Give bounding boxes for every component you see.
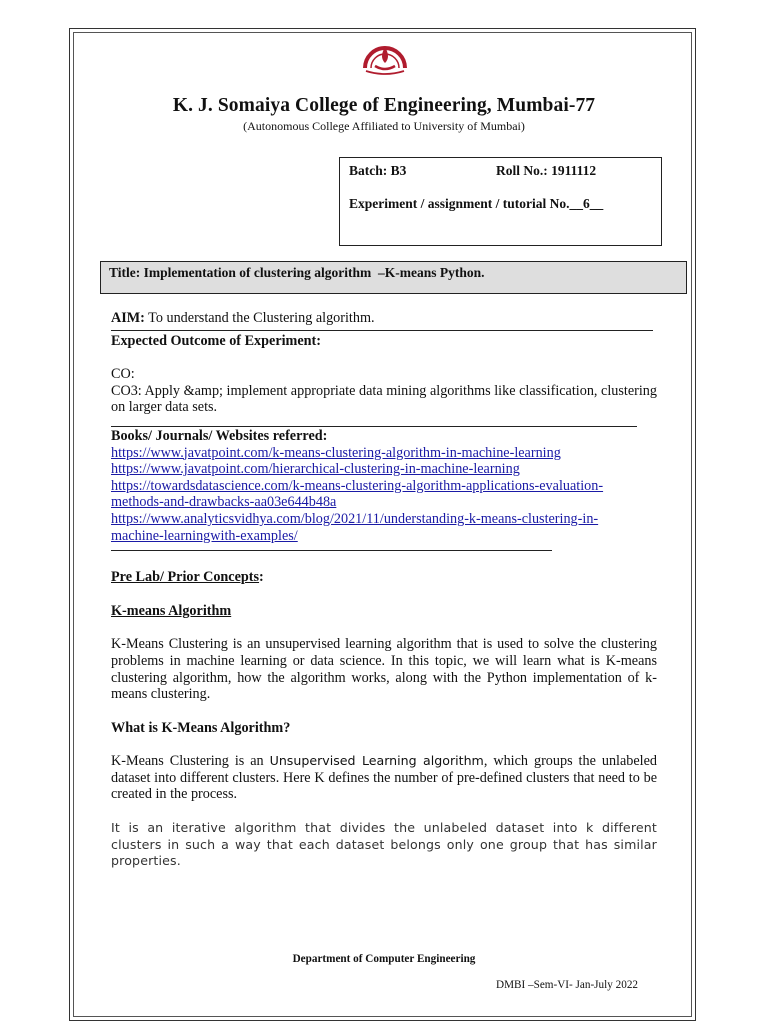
prelab-colon: : — [259, 569, 264, 586]
definition-prefix: K-Means Clustering is an — [111, 753, 270, 770]
batch-label: Batch: B3 — [349, 163, 407, 178]
divider-line — [111, 426, 637, 427]
college-name: K. J. Somaiya College of Engineering, Mumbai-77 — [172, 95, 596, 116]
experiment-number: Experiment / assignment / tutorial No.__6__ — [349, 196, 604, 211]
what-is-kmeans-heading: What is K-Means Algorithm? — [111, 719, 291, 736]
aim-label: AIM: — [111, 310, 145, 326]
reference-link-3[interactable]: https://towardsdatascience.com/k-means-clustering-algorithm-applications-evaluation-methods-and-drawbacks-aa03e644b48a — [111, 477, 604, 511]
unsupervised-learning-term: Unsupervised Learning algorithm — [269, 753, 484, 769]
divider-line — [111, 330, 653, 331]
references-heading: Books/ Journals/ Websites referred: — [111, 427, 328, 444]
aim-line — [111, 310, 657, 327]
co3-text: CO3: Apply &amp; implement appropriate data mining algorithms like classification, clustering on larger data sets. — [111, 382, 657, 416]
outcome-heading: Expected Outcome of Experiment: — [111, 332, 322, 349]
iterative-description: It is an iterative algorithm that divides the unlabeled dataset into k different clusters in such a way that each dataset belongs only one group that has similar properties. — [111, 820, 657, 869]
prelab-heading: Pre Lab/ Prior Concepts — [111, 569, 260, 586]
experiment-title: Title: Implementation of clustering algorithm –K-means Python. — [100, 261, 687, 294]
document-body — [111, 310, 657, 870]
roll-number: Roll No.: 1911112 — [496, 163, 597, 178]
kmeans-subheading: K-means Algorithm — [111, 602, 232, 619]
footer-course-code: DMBI –Sem-VI- Jan-July 2022 — [496, 979, 639, 991]
reference-link-2[interactable]: https://www.javatpoint.com/hierarchical-clustering-in-machine-learning — [111, 461, 520, 478]
kmeans-definition — [111, 753, 657, 803]
co-label: CO: — [111, 366, 135, 383]
definition-suffix: , which groups the unlabeled dataset into different clusters. Here K defines the number of pre-defined clusters that need to be created in the process. — [111, 753, 657, 803]
batch-info-box — [339, 157, 662, 246]
reference-link-4[interactable]: https://www.analyticsvidhya.com/blog/2021/11/understanding-k-means-clustering-in-machine-learningwith-examples/ — [111, 510, 599, 544]
aim-text: To understand the Clustering algorithm. — [144, 310, 375, 326]
reference-link-1[interactable]: https://www.javatpoint.com/k-means-clustering-algorithm-in-machine-learning — [111, 444, 561, 461]
prelab-heading-line — [111, 569, 657, 586]
kmeans-intro: K-Means Clustering is an unsupervised learning algorithm that is used to solve the clustering problems in machine learning or data science. In this topic, we will learn what is K-means clustering algorithm, how the algorithm works, along with the Python implementation of k-means clustering. — [111, 636, 657, 703]
college-logo-icon — [357, 38, 413, 76]
college-affiliation: (Autonomous College Affiliated to University of Mumbai) — [243, 119, 525, 133]
divider-line — [111, 550, 552, 551]
footer-department: Department of Computer Engineering — [292, 953, 476, 965]
